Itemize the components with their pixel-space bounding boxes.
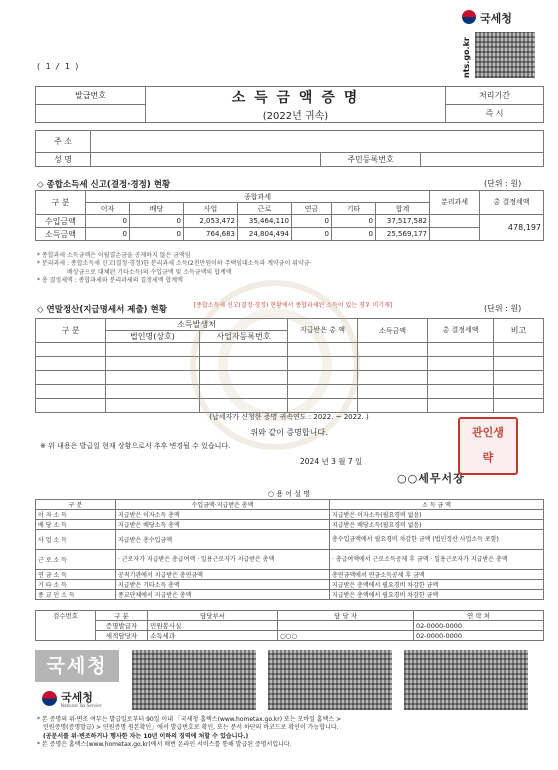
section2-title: ◇ 연말정산(지급명세서 제출) 현황 (37, 305, 167, 315)
section1-title: ◇ 종합소득세 신고(결정·경정) 현황 (37, 180, 171, 190)
s1-col-group: 구 분 (36, 191, 86, 215)
taegeuk-icon (42, 691, 57, 706)
insp-person (278, 621, 414, 631)
terms-col-group: 구 분 (36, 500, 116, 510)
processing-period-label: 처리기간 (446, 87, 544, 105)
insp-contact: 02-0000-0000 (414, 631, 544, 641)
insp-contact: 02-0000-0000 (414, 621, 544, 631)
insp-col-group: 구 분 (96, 611, 148, 621)
term-label: 연 금 소 득 (36, 570, 116, 580)
term-label: 종 교 인 소 득 (36, 590, 116, 600)
issue-number-value (36, 105, 146, 123)
s2-total-tax: 총 결정세액 (428, 319, 494, 343)
s1-col-interest: 이자 (86, 203, 130, 215)
cert-notice: ※ 위 내용은 발급일 현재 상황으로서 추후 변경될 수 있습니다. (40, 442, 231, 450)
term-income: 총연금액에서 연금소득공제 후 금액 (330, 570, 544, 580)
cell: 25,569,177 (376, 228, 430, 241)
note-line: (공문서를 위·변조하거나 행사한 자는 10년 이하의 징역에 처할 수 있습니다.) (43, 732, 249, 740)
top-qr-code (475, 32, 535, 78)
table-row (36, 621, 544, 631)
seal-text: 관인생략 (472, 426, 504, 464)
tax-office-name: ○○세무서장 (397, 472, 465, 485)
official-seal (458, 417, 518, 475)
note-line: * 분리과세 : 종합소득세 신고(결정·경정)한 분리과세 소득(2천만원이하 주택임대소득과 계약금이 위약금· (37, 260, 312, 268)
note-line: 민원증명(증명발급) > 민원증명 원본확인」에서 발급번호로 확인, 또는 문서 하단의 바코드로 확인이 가능합니다. (43, 724, 339, 732)
s1-total-tax-label: 총 결정세액 (480, 191, 544, 215)
logo-text: 국세청 (480, 12, 512, 25)
barcode-3 (404, 650, 528, 710)
term-paid: 종교단체에서 지급받은 총액 (116, 590, 330, 600)
document-subtitle: (2022년 귀속) (262, 111, 329, 122)
term-income: 총수입금액에서 필요경비 차감한 금액 (법인정산 사업소득 포함) (330, 530, 544, 550)
nts-url-vertical: nts.go.kr (462, 37, 471, 78)
insp-col-person: 담 당 자 (278, 611, 414, 621)
s1-col-total: 합계 (376, 203, 430, 215)
terms-table (35, 499, 544, 600)
table-row (36, 215, 544, 228)
name-label: 성 명 (36, 153, 91, 167)
s1-col-dividend: 배당 (130, 203, 184, 215)
address-label: 주 소 (36, 131, 91, 153)
barcode-2 (268, 650, 392, 710)
note-line: * 종합과세 소득금액은 이월결손금을 공제하지 않은 금액임 (37, 252, 191, 259)
term-income: 지급받은 총액에서 필요경비 차감한 금액 (330, 590, 544, 600)
s2-paid-amount: 지급받은 총 액 (288, 319, 358, 343)
nts-watermark-seal (190, 280, 360, 450)
cell: 0 (292, 215, 332, 228)
table-row (36, 228, 544, 241)
cert-date: 2024 년 3 월 7 일 (300, 457, 363, 466)
s2-col-group: 구 분 (36, 319, 106, 343)
insp-col-dept: 담당부서 (148, 611, 278, 621)
s1-col-business: 사업 (184, 203, 238, 215)
table-row (36, 530, 544, 550)
cell: 2,053,472 (184, 215, 238, 228)
watermark-text: 국세청 (46, 655, 108, 677)
row-label: 소득금액 (36, 228, 86, 241)
table-row (36, 570, 544, 580)
s2-payer-reg: 사업자등록번호 (200, 331, 288, 343)
title-table (35, 86, 544, 123)
cell: 0 (332, 215, 376, 228)
row-label: 수입금액 (36, 215, 86, 228)
insp-type: 세적담당자 (96, 631, 148, 641)
term-paid: 지급받은 총수입금액 (116, 530, 330, 550)
cell: 0 (86, 228, 130, 241)
nts-bottom-logo (42, 688, 122, 712)
insp-dept: 소득세과 (148, 631, 278, 641)
note-line: * 총 결정세액 : 종합과세와 분리과세의 결정세액 합계액 (37, 277, 183, 285)
logo-kr: 국세청 (61, 691, 93, 704)
table-row (36, 510, 544, 520)
taxpayer-table (35, 130, 544, 167)
cert-statement: 위와 같이 증명합니다. (250, 428, 328, 437)
inspection-table (35, 610, 544, 641)
term-label: 배 당 소 득 (36, 520, 116, 530)
barcode-1 (132, 650, 256, 710)
s1-group-label: 종합과세 (86, 191, 430, 203)
address-value (91, 131, 544, 153)
logo-en: National Tax Service (61, 703, 102, 708)
s2-payer-label: 소득발생처 (106, 319, 288, 331)
insp-type: 증명발급자 (96, 621, 148, 631)
cell: 24,804,494 (238, 228, 292, 241)
table-row (36, 580, 544, 590)
term-income: 지급받은 이자소득(필요경비 없음) (330, 510, 544, 520)
table-row (36, 550, 544, 570)
income-summary-table (35, 190, 544, 241)
taegeuk-icon (462, 10, 476, 24)
section2-subnote: [종합소득세 신고(결정·경정) 현황에서 종합과세된 소득이 있는 경우 미기재] (193, 302, 393, 309)
note-line: * 본 증명은 홈택스(www.hometax.go.kr)에서 매번 온라인 서비스를 통해 발급된 증명서입니다. (37, 741, 292, 749)
terms-title: ○ 용 어 설 명 (267, 490, 311, 498)
table-row (36, 590, 544, 600)
term-paid: 지급받은 배당소득 총액 (116, 520, 330, 530)
document-title: 소 득 금 액 증 명 (231, 90, 360, 106)
table-row (36, 520, 544, 530)
name-value (91, 153, 321, 167)
section2-unit: (단위 : 원) (484, 304, 522, 313)
cell: 0 (332, 228, 376, 241)
term-label: 사 업 소 득 (36, 530, 116, 550)
terms-col-income: 소 득 금 액 (330, 500, 544, 510)
cell (430, 215, 480, 228)
rrn-value (421, 153, 544, 167)
term-income: 지급받은 총액에서 필요경비 차감한 금액 (330, 580, 544, 590)
s1-col-other: 기타 (332, 203, 376, 215)
cell: 0 (292, 228, 332, 241)
insp-col-contact: 연 락 처 (414, 611, 544, 621)
term-label: 기 타 소 득 (36, 580, 116, 590)
insp-person: ○○○ (278, 631, 414, 641)
s1-col-labor: 근로 (238, 203, 292, 215)
table-row (36, 631, 544, 641)
cell: 764,683 (184, 228, 238, 241)
insp-dept: 민원봉사실 (148, 621, 278, 631)
terms-col-paid: 수입금액·지급받은 총액 (116, 500, 330, 510)
section1-unit: (단위 : 원) (484, 179, 522, 188)
term-paid: 지급받은 이자소득 총액 (116, 510, 330, 520)
rrn-label: 주민등록번호 (321, 153, 421, 167)
cell: 35,464,110 (238, 215, 292, 228)
s1-col-pension: 연금 (292, 203, 332, 215)
cell: 0 (86, 215, 130, 228)
watermark-inner-ring (218, 308, 332, 422)
term-paid: 지급받은 기타소득 총액 (116, 580, 330, 590)
s2-payer-name: 법인명(상호) (106, 331, 200, 343)
s2-remarks: 비고 (494, 319, 544, 343)
term-label: 이 자 소 득 (36, 510, 116, 520)
cell: 0 (130, 215, 184, 228)
processing-period-value: 즉 시 (446, 105, 544, 123)
term-paid: · 근로자가 지급받은 총급여액 · 일용근로자가 지급받은 총액 (116, 550, 330, 570)
cell: 37,517,582 (376, 215, 430, 228)
s1-separate-label: 분리과세 (430, 191, 480, 215)
nts-watermark-box (35, 650, 119, 682)
page-number: ( 1 / 1 ) (36, 62, 80, 71)
s2-income-amount: 소득금액 (358, 319, 428, 343)
bottom-notes (37, 716, 543, 750)
term-paid: 공적기관에서 지급받은 총연금액 (116, 570, 330, 580)
inspection-label: 검수번호 (36, 611, 96, 641)
note-line: * 본 증명의 위·변조 여부는 발급일로부터 90일 이내 「국세청 홈택스(www.hometax.go.kr) 또는 모바일 홈택스 > (37, 716, 342, 723)
cert-period: (납세자가 신청한 증명 귀속연도 : 2022. ~ 2022. ) (209, 413, 369, 421)
total-tax-value: 478,197 (480, 215, 544, 241)
term-income: · 총급여액에서 근로소득공제 후 금액 · 일용근로자가 지급받은 총액 (330, 550, 544, 570)
note-line: 배상금으로 대체된 기타소득)의 수입금액 및 소득금액의 합계액 (67, 268, 232, 276)
issue-number-label: 발급번호 (36, 87, 146, 105)
cell (430, 228, 480, 241)
cell: 0 (130, 228, 184, 241)
term-label: 근 로 소 득 (36, 550, 116, 570)
nts-logo (462, 8, 532, 32)
term-income: 지급받은 배당소득(필요경비 없음) (330, 520, 544, 530)
